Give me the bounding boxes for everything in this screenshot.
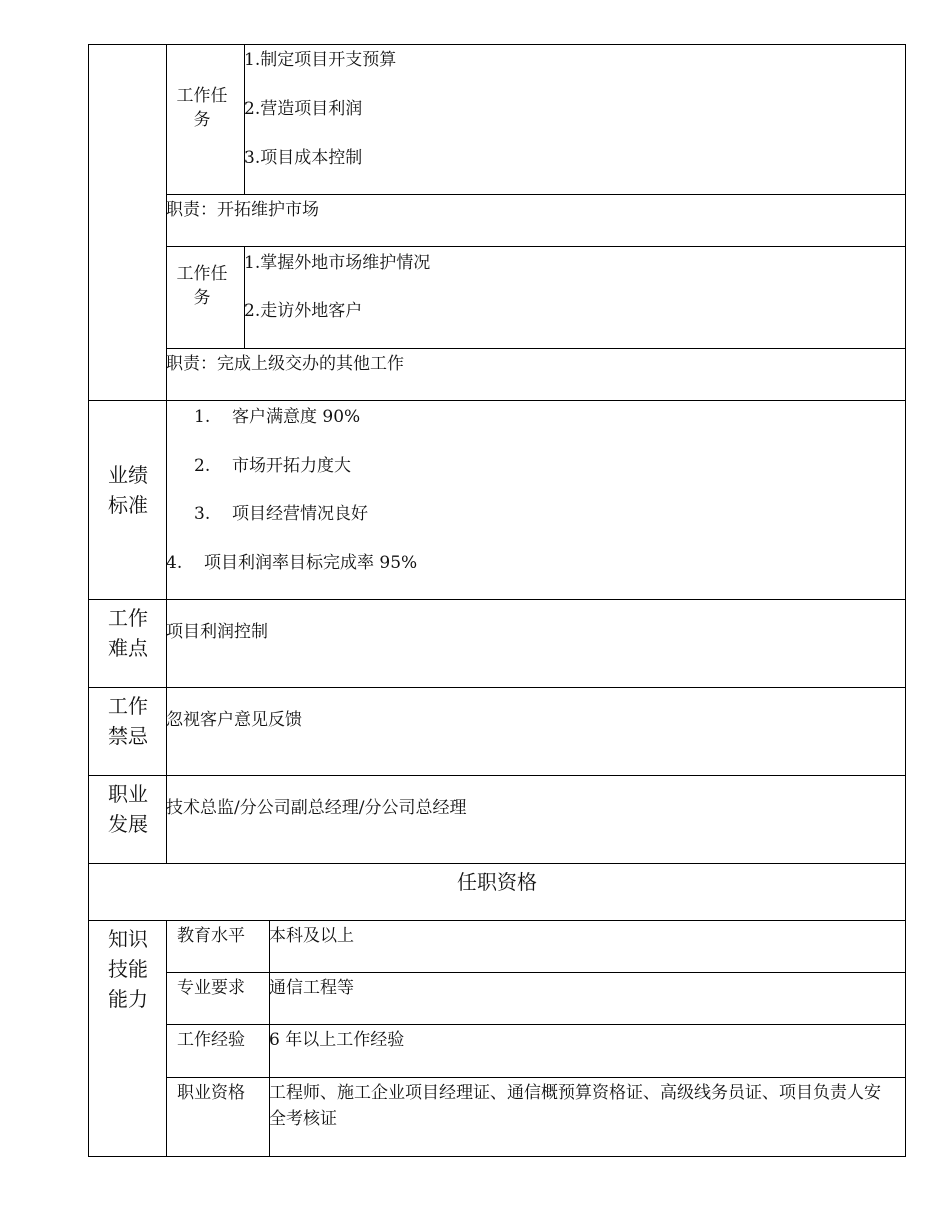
performance-item: 客户满意度 90%	[232, 407, 361, 427]
taboo-value: 忽视客户意见反馈	[166, 710, 302, 730]
row-divider	[166, 194, 906, 195]
row-divider	[88, 920, 906, 921]
qualification-value: 本科及以上	[269, 926, 354, 946]
performance-item: 市场开拓力度大	[232, 456, 351, 476]
row-divider	[88, 400, 906, 401]
column-divider	[166, 44, 167, 864]
performance-label: 业绩标准	[108, 463, 148, 517]
performance-num: 2.	[194, 456, 211, 476]
difficulty-value: 项目利润控制	[166, 622, 268, 642]
performance-num: 4.	[166, 553, 183, 573]
duty-text: 职责：开拓维护市场	[166, 200, 319, 220]
difficulty-label: 工作难点	[108, 606, 148, 660]
row-divider	[88, 775, 906, 776]
task-item: 1.掌握外地市场维护情况	[244, 253, 431, 273]
performance-num: 3.	[194, 504, 211, 524]
qualification-label: 教育水平	[177, 926, 245, 946]
career-value: 技术总监/分公司副总经理/分公司总经理	[166, 798, 467, 818]
qualification-label: 职业资格	[177, 1083, 245, 1103]
row-divider	[88, 599, 906, 600]
task-label-2: 工作任务	[176, 264, 228, 308]
performance-item: 项目利润率目标完成率 95%	[204, 553, 418, 573]
row-divider	[166, 348, 906, 349]
performance-item: 项目经营情况良好	[232, 504, 368, 524]
qualification-value: 工程师、施工企业项目经理证、通信概预算资格证、高级线务员证、项目负责人安全考核证	[269, 1083, 881, 1129]
row-divider	[166, 1024, 906, 1025]
qualification-value: 6 年以上工作经验	[269, 1030, 405, 1050]
qualification-value: 通信工程等	[269, 978, 354, 998]
qualifications-title: 任职资格	[457, 870, 537, 894]
row-divider	[166, 972, 906, 973]
task-label-1: 工作任务	[176, 86, 228, 130]
duty-text: 职责：完成上级交办的其他工作	[166, 354, 404, 374]
task-item: 1.制定项目开支预算	[244, 50, 397, 70]
task-item: 2.营造项目利润	[244, 99, 363, 119]
column-divider	[166, 920, 167, 1157]
knowledge-skills-label: 知识技能能力	[108, 927, 148, 1011]
row-divider	[88, 687, 906, 688]
career-label: 职业发展	[108, 782, 148, 836]
row-divider	[88, 863, 906, 864]
row-divider	[166, 1077, 906, 1078]
row-divider	[166, 246, 906, 247]
qualification-label: 工作经验	[177, 1030, 245, 1050]
task-item: 2.走访外地客户	[244, 301, 363, 321]
qualification-label: 专业要求	[177, 978, 245, 998]
task-item: 3.项目成本控制	[244, 148, 363, 168]
performance-num: 1.	[194, 407, 211, 427]
taboo-label: 工作禁忌	[108, 694, 148, 748]
